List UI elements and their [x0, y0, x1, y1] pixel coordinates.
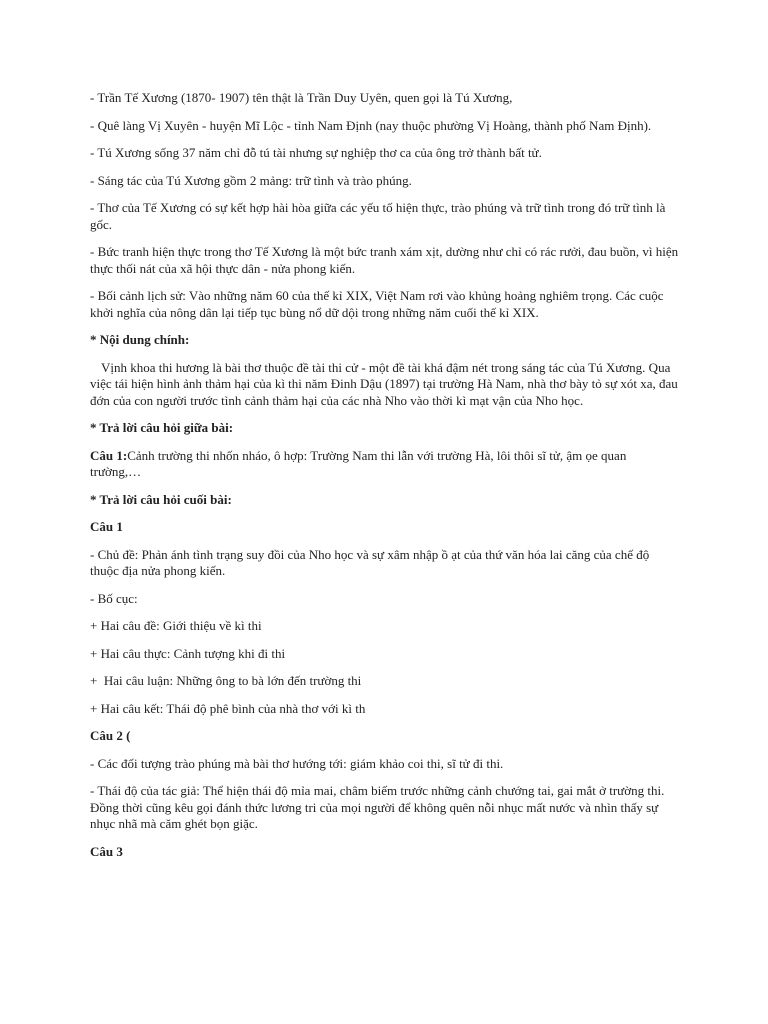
paragraph-layout-part-1: + Hai câu đề: Giới thiệu về kì thi [90, 618, 262, 633]
paragraph-works: - Sáng tác của Tú Xương gồm 2 mảng: trữ tình và trào phúng. [90, 172, 412, 188]
paragraph-layout: - Bố cục: [90, 590, 138, 606]
paragraph-layout-part-3: + Hai câu luận: Những ông to bà lớn đến trường thi [90, 673, 362, 688]
paragraph-life: - Tú Xương sống 37 năm chỉ đỗ tú tài nhưng sự nghiệp thơ ca của ông trở thành bất tử. [90, 145, 542, 160]
paragraph-theme: - Chủ đề: Phản ánh tình trạng suy đồi của Nho học và sự xâm nhập ồ ạt của thứ văn hóa lai căng của chế độ thuộc địa nửa phong kiến. [90, 546, 650, 578]
paragraph-author-name: - Trần Tế Xương (1870- 1907) tên thật là Trần Duy Uyên, quen gọi là Tú Xương, [90, 90, 513, 105]
paragraph-hometown: - Quê làng Vị Xuyên - huyện Mĩ Lộc - tỉnh Nam Định (nay thuộc phường Vị Hoàng, thành phố Nam Định). [90, 117, 652, 133]
heading-main-content: * Nội dung chính: [90, 332, 190, 347]
heading-mid-questions: * Trả lời câu hỏi giữa bài: [90, 420, 234, 435]
heading-question-1: Câu 1 [90, 519, 123, 534]
document-page [90, 90, 680, 871]
heading-end-questions: * Trả lời câu hỏi cuối bài: [90, 491, 232, 507]
paragraph-main-content: Vịnh khoa thi hương là bài thơ thuộc đề tài thi cử - một đề tài khá đậm nét trong sáng tác của Tú Xương. Qua việc tái hiện hình ảnh thảm hại của kì thi năm Đinh Dậu (1897) tại trường Hà Nam, nhà thơ bày tỏ sự xót xa, đau đớn của con người trước tình cảnh thảm hại của các nhà Nho vào thời kì mạt vận của Nho học. [90, 359, 678, 408]
question-label: Câu 1: [90, 447, 128, 463]
question-answer: Cảnh trường thi nhốn nháo, ô hợp: Trường Nam thi lẫn với trường Hà, lôi thôi sĩ tử, ậm ọe quan trường,… [90, 447, 627, 479]
paragraph-poetry-style: - Thơ của Tế Xương có sự kết hợp hài hòa giữa các yếu tố hiện thực, trào phúng và trữ tình trong đó trữ tình là gốc. [90, 200, 666, 232]
paragraph-mid-question-1 [90, 448, 680, 481]
heading-question-3: Câu 3 [90, 843, 123, 859]
paragraph-layout-part-2: + Hai câu thực: Cảnh tượng khi đi thi [90, 645, 286, 661]
paragraph-author-attitude: - Thái độ của tác giả: Thể hiện thái độ mỉa mai, châm biếm trước những cảnh chướng tai, gai mắt ở trường thi. Đồng thời cũng kêu gọi đánh thức lương tri của mọi người để không quên nỗi nhục mất nước và nhìn thấy sự nhục nhã mà căm ghét bọn giặc. [90, 783, 665, 831]
paragraph-layout-part-4: + Hai câu kết: Thái độ phê bình của nhà thơ với kì th [90, 700, 366, 716]
heading-question-2: Câu 2 ( [90, 728, 131, 743]
paragraph-realism: - Bức tranh hiện thực trong thơ Tế Xương là một bức tranh xám xịt, dường như chỉ có rác rưởi, đau buồn, vì hiện thực thối nát của xã hội thực dân - nửa phong kiến. [90, 244, 679, 276]
paragraph-satire-targets: - Các đối tượng trào phúng mà bài thơ hướng tới: giám khảo coi thi, sĩ tử đi thi. [90, 755, 504, 771]
paragraph-historical-context: - Bối cảnh lịch sử: Vào những năm 60 của thế kỉ XIX, Việt Nam rơi vào khủng hoảng nghiêm trọng. Các cuộc khởi nghĩa của nông dân lại tiếp tục bùng nổ dữ dội trong những năm cuối thế kỉ XIX. [90, 288, 664, 320]
